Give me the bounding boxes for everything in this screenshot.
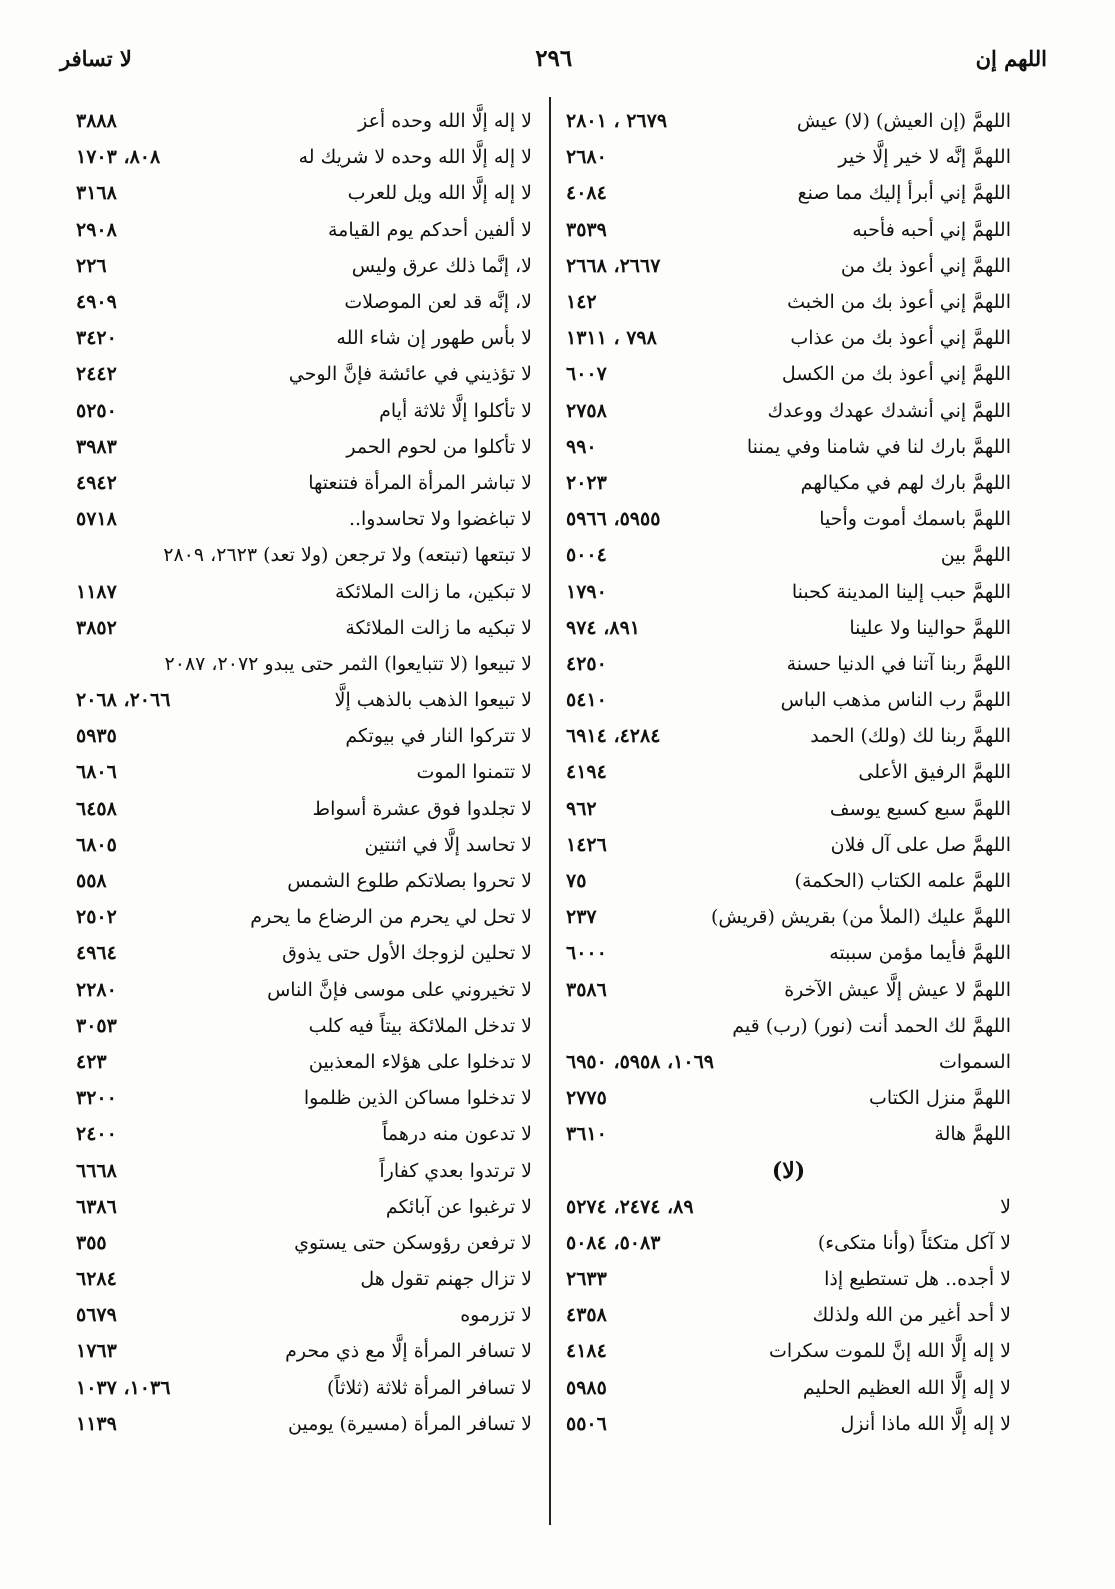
entry-text: السموات [939,1050,1011,1073]
index-entry [566,537,1011,573]
entry-refs: ٦٣٨٦ [76,1195,117,1218]
entry-text: لا تزرموه [460,1304,532,1327]
entry-text: لا تحل لي يحرم من الرضاع ما يحرم [250,906,532,929]
entry-text: لا ترغبوا عن آبائكم [385,1195,532,1218]
entry-refs: ٢٤٤٢ [76,363,117,386]
index-entry [566,718,1011,754]
index-entry [76,610,532,646]
index-entry [76,1333,532,1369]
index-entry [76,1406,532,1442]
index-entry [76,212,532,248]
index-entry [76,1116,532,1152]
entry-refs: ٣٨٥٢ [76,616,117,639]
entry-refs: ٥٢٥٠ [76,399,117,422]
entry-refs: ٧٩٨ ، ١٣١١ [566,327,657,350]
entry-text: لا [1000,1195,1011,1218]
index-entry [76,103,532,139]
entry-refs: ٤١٨٤ [566,1340,607,1363]
index-entry [76,175,532,211]
entry-refs: ٦٨٠٥ [76,833,117,856]
column-divider [549,97,551,1525]
entry-text: اللهمَّ إني أعوذ بك من [840,254,1011,277]
entry-text: اللهمَّ حبب إلينا المدينة كحبنا [791,580,1011,603]
entry-refs: ٣١٦٨ [76,182,117,205]
index-entry [566,1189,1011,1225]
index-entry [76,537,532,573]
entry-text: اللهمَّ بارك لهم في مكيالهم [800,471,1011,494]
entry-refs: ٤٢٨٤، ٦٩١٤ [566,725,661,748]
header-right-title: اللهم إن [975,45,1047,71]
index-entry [76,1261,532,1297]
entry-refs: ٩٩٠ [566,435,597,458]
entry-refs: ٧٥ [566,870,587,893]
entry-text: اللهمَّ باسمك أموت وأحيا [819,508,1011,531]
entry-refs: ٢٦٦٧، ٢٦٦٨ [566,254,661,277]
page-number: ٢٩٦ [535,44,573,72]
entry-refs: ٦٢٨٤ [76,1268,117,1291]
entry-text: لا تخيروني على موسى فإنَّ الناس [267,978,532,1001]
entry-text: اللهمَّ بارك لنا في شامنا وفي يمننا [746,435,1011,458]
entry-refs: ٣٥٨٦ [566,978,607,1001]
index-entry [76,1370,532,1406]
index-entry [566,863,1011,899]
entry-refs: ٨٩١، ٩٧٤ [566,616,640,639]
entry-refs: ٨٩، ٢٤٧٤، ٥٢٧٤ [566,1195,694,1218]
entry-refs: ٣٨٨٨ [76,110,117,133]
index-entry [566,1225,1011,1261]
entry-text: لا، إنَّما ذلك عرق وليس [351,254,532,277]
entry-text: اللهمَّ عليك (الملأ من) بقريش (قريش) [711,906,1011,929]
entry-refs: ٢٩٠٨ [76,218,117,241]
entry-refs: ٥٩٥٥، ٥٩٦٦ [566,508,661,531]
entry-refs: ٣٥٣٩ [566,218,607,241]
entry-refs: ٢٠٦٦، ٢٠٦٨ [76,689,171,712]
index-entry [76,1152,532,1188]
index-entry [76,972,532,1008]
entry-text: اللهمَّ لا عيش إلَّا عيش الآخرة [784,978,1011,1001]
index-entry [566,429,1011,465]
index-entry [76,1044,532,1080]
index-entry [566,935,1011,971]
entry-text: لا تحاسد إلَّا في اثنتين [364,833,532,856]
entry-refs: ٤٩٤٢ [76,471,117,494]
index-entry [76,320,532,356]
entry-refs: ٤٣٥٨ [566,1304,607,1327]
entry-refs: ٣٤٢٠ [76,327,117,350]
entry-text: اللهمَّ إني أعوذ بك من الكسل [781,363,1011,386]
index-entry [76,646,532,682]
index-entry [76,284,532,320]
entry-text: اللهمَّ سبع كسبع يوسف [829,797,1011,820]
entry-refs: ٣٥٥ [76,1231,107,1254]
entry-text: لا ترفعن رؤوسكن حتى يستوي [294,1231,532,1254]
index-entry [76,465,532,501]
entry-refs: ٢٧٧٥ [566,1087,607,1110]
index-entry [76,935,532,971]
entry-text: اللهمَّ (إن العيش) (لا) عيش [796,110,1011,133]
entry-refs: ٢٦٣٣ [566,1268,607,1291]
index-entry [566,646,1011,682]
index-entry [566,103,1011,139]
entry-text: اللهمَّ لك الحمد أنت (نور) (رب) قيم [732,1014,1011,1037]
entry-text: لا تدخلوا مساكن الذين ظلموا [303,1087,532,1110]
entry-text: اللهمَّ ربنا آتنا في الدنيا حسنة [786,652,1011,675]
index-entry [76,682,532,718]
index-entry [566,248,1011,284]
index-entry [76,827,532,863]
entry-text: اللهمَّ إني أبرأ إليك مما صنع [797,182,1011,205]
index-entry [566,139,1011,175]
entry-refs: ٥٠٨٣، ٥٠٨٤ [566,1231,661,1254]
index-entry [76,573,532,609]
entry-refs: ٢٠٢٣ [566,471,607,494]
entry-text: لا تبكين، ما زالت الملائكة [334,580,532,603]
entry-text: لا تسافر المرأة إلَّا مع ذي محرم [285,1340,532,1363]
section-heading-text: (لا) [771,1157,806,1184]
entry-refs: ٢٢٨٠ [76,978,117,1001]
entry-text: اللهمَّ إنَّه لا خير إلَّا خير [838,146,1011,169]
entry-text: لا أجده.. هل تستطيع إذا [824,1268,1011,1291]
entry-text: لا أحد أغير من الله ولذلك [812,1304,1011,1327]
entry-refs: ٣٩٨٣ [76,435,117,458]
entry-text: اللهمَّ إني أعوذ بك من عذاب [790,327,1011,350]
index-entry [566,1297,1011,1333]
entry-refs: ٥٥٨ [76,870,107,893]
entry-text: لا تدعون منه درهماً [382,1123,532,1146]
entry-text: اللهمَّ صل على آل فلان [830,833,1011,856]
index-entry [76,1189,532,1225]
entry-text: اللهمَّ إني أعوذ بك من الخبث [787,291,1011,314]
entry-text: لا تدخلوا على هؤلاء المعذبين [308,1050,532,1073]
entry-text: لا تأكلوا من لحوم الحمر [346,435,532,458]
entry-refs: ٤٢٣ [76,1050,107,1073]
index-entry [76,1297,532,1333]
entry-text: لا تسافر المرأة (مسيرة) يومين [288,1412,532,1435]
entry-text: لا ترتدوا بعدي كفاراً [379,1159,532,1182]
entry-refs: ٢٦٨٠ [566,146,607,169]
entry-refs: ١١٣٩ [76,1412,117,1435]
entry-refs: ١٤٢ [566,291,597,314]
entry-text: لا تؤذيني في عائشة فإنَّ الوحي [288,363,532,386]
entry-refs: ٥٩٨٥ [566,1376,607,1399]
index-entry [566,827,1011,863]
entry-refs: ٤٩٦٤ [76,942,117,965]
entry-text: لا إله إلَّا الله ماذا أنزل [840,1412,1011,1435]
entry-text: لا إله إلَّا الله ويل للعرب [347,182,532,205]
entry-text: لا تبيعوا الذهب بالذهب إلَّا [334,689,532,712]
entry-text: لا إله إلَّا الله العظيم الحليم [802,1376,1011,1399]
entry-refs: ١٤٢٦ [566,833,607,856]
entry-text: لا تباغضوا ولا تحاسدوا.. [348,508,532,531]
entry-refs: ٢٦٧٩ ، ٢٨٠١ [566,110,668,133]
entry-refs: ٥٧١٨ [76,508,117,531]
index-entry [566,284,1011,320]
index-entry [566,212,1011,248]
entry-text: لا، إنَّه قد لعن الموصلات [344,291,532,314]
entry-text: اللهمَّ إني أنشدك عهدك ووعدك [767,399,1011,422]
index-entry [566,1261,1011,1297]
index-entry [566,465,1011,501]
entry-text: لا تحروا بصلاتكم طلوع الشمس [287,870,532,893]
entry-refs: ٦٤٥٨ [76,797,117,820]
entry-refs: ١٠٣٦، ١٠٣٧ [76,1376,171,1399]
index-entry [76,248,532,284]
entry-refs: ٣٦١٠ [566,1123,607,1146]
entry-text: اللهمَّ علمه الكتاب (الحكمة) [794,870,1011,893]
entry-text: اللهمَّ بين [940,544,1011,567]
entry-refs: ٢٧٥٨ [566,399,607,422]
entry-text: لا تتمنوا الموت [416,761,532,784]
index-entry [566,356,1011,392]
index-entry [76,1008,532,1044]
entry-refs: ٦٦٦٨ [76,1159,117,1182]
entry-text: اللهمَّ الرفيق الأعلى [858,761,1011,784]
entry-refs: ١٧٩٠ [566,580,607,603]
index-entry [76,754,532,790]
entry-text: لا تزال جهنم تقول هل [360,1268,532,1291]
entry-text: اللهمَّ إني أحبه فأحبه [852,218,1011,241]
index-entry [76,429,532,465]
index-entry [76,1225,532,1261]
index-entry [566,1333,1011,1369]
index-entry [566,972,1011,1008]
index-entry [76,139,532,175]
index-entry [566,393,1011,429]
entry-refs: ٥٩٣٥ [76,725,117,748]
index-entry [566,501,1011,537]
entry-text: اللهمَّ حوالينا ولا علينا [849,616,1011,639]
entry-refs: ٤١٩٤ [566,761,607,784]
index-entry [76,356,532,392]
entry-text: لا ألفين أحدكم يوم القيامة [328,218,532,241]
index-entry [76,501,532,537]
index-entry [566,1406,1011,1442]
entry-refs: ٣٢٠٠ [76,1087,117,1110]
entry-refs: ٣٠٥٣ [76,1014,117,1037]
index-entry [566,1370,1011,1406]
entry-refs: ١٧٦٣ [76,1340,117,1363]
index-entry [566,1116,1011,1152]
entry-refs: ٢٥٠٢ [76,906,117,929]
entry-text: لا تباشر المرأة المرأة فتنعتها [308,471,532,494]
entry-refs: ٥٠٠٤ [566,544,607,567]
entry-text: اللهمَّ ربنا لك (ولك) الحمد [810,725,1011,748]
index-entry [76,718,532,754]
entry-text: لا تبيعوا (لا تتبايعوا) الثمر حتى يبدو ٢٠٧٢، ٢٠٨٧ [164,652,532,675]
entry-refs: ٦٠٠٠ [566,942,607,965]
index-entry [76,899,532,935]
entry-text: لا آكل متكئاً (وأنا متكىء) [817,1231,1011,1254]
header-left-title: لا تسافر [60,45,132,71]
index-column-left [76,103,532,1442]
index-entry [76,863,532,899]
entry-text: لا إله إلَّا الله إنَّ للموت سكرات [768,1340,1011,1363]
index-column-right [566,103,1011,1442]
index-entry [566,899,1011,935]
entry-text: اللهمَّ رب الناس مذهب الباس [780,689,1011,712]
index-entry [76,1080,532,1116]
entry-text: لا تسافر المرأة ثلاثة (ثلاثاً) [327,1376,532,1399]
index-entry [566,791,1011,827]
index-entry [566,1044,1011,1080]
entry-refs: ١١٨٧ [76,580,117,603]
entry-refs: ٥٤١٠ [566,689,607,712]
entry-text: لا تتركوا النار في بيوتكم [345,725,532,748]
entry-refs: ٥٥٠٦ [566,1412,607,1435]
entry-refs: ٨٠٨، ١٧٠٣ [76,146,161,169]
index-entry [566,682,1011,718]
entry-refs: ٢٤٠٠ [76,1123,117,1146]
section-heading [566,1152,1011,1188]
index-entry [76,393,532,429]
entry-refs: ٤٢٥٠ [566,652,607,675]
entry-text: اللهمَّ منزل الكتاب [868,1087,1011,1110]
index-entry [566,1080,1011,1116]
entry-text: لا إله إلَّا الله وحده أعز [358,110,532,133]
index-entry [566,610,1011,646]
index-entry [76,791,532,827]
entry-refs: ٢٢٦ [76,254,107,277]
entry-text: لا إله إلَّا الله وحده لا شريك له [298,146,532,169]
entry-text: اللهمَّ هالة [934,1123,1011,1146]
entry-refs: ٤٩٠٩ [76,291,117,314]
index-entry [566,1008,1011,1044]
entry-text: لا تبكيه ما زالت الملائكة [345,616,532,639]
index-entry [566,320,1011,356]
entry-text: لا بأس طهور إن شاء الله [336,327,532,350]
page-header [60,34,1047,82]
entry-refs: ١٠٦٩، ٥٩٥٨، ٦٩٥٠ [566,1050,714,1073]
entry-refs: ٩٦٢ [566,797,597,820]
entry-text: اللهمَّ فأيما مؤمن سببته [829,942,1011,965]
entry-refs: ٥٦٧٩ [76,1304,117,1327]
entry-refs: ٦٠٠٧ [566,363,607,386]
entry-text: لا تحلين لزوجك الأول حتى يذوق [282,942,532,965]
entry-text: لا تدخل الملائكة بيتاً فيه كلب [308,1014,532,1037]
index-entry [566,754,1011,790]
entry-refs: ٢٣٧ [566,906,597,929]
index-entry [566,175,1011,211]
entry-text: لا تأكلوا إلَّا ثلاثة أيام [379,399,532,422]
entry-refs: ٦٨٠٦ [76,761,117,784]
entry-text: لا تجلدوا فوق عشرة أسواط [312,797,532,820]
index-entry [566,573,1011,609]
entry-text: لا تبتعها (تبتعه) ولا ترجعن (ولا تعد) ٢٦٢٣، ٢٨٠٩ [163,544,532,567]
entry-refs: ٤٠٨٤ [566,182,607,205]
